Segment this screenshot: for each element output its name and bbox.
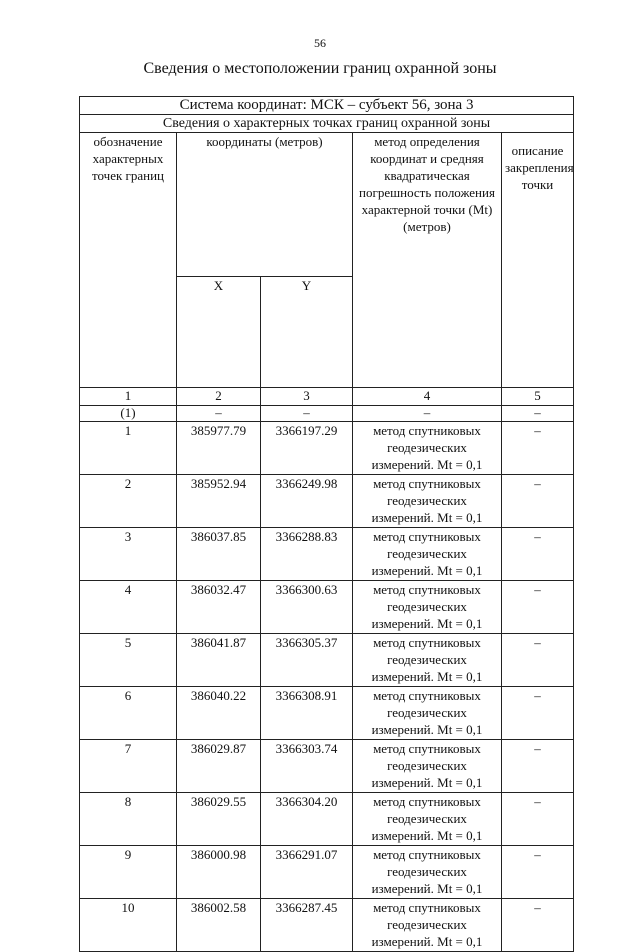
coord-system-header: Система координат: МСК – субъект 56, зона 3	[80, 97, 574, 115]
x-coordinate-cell: 386032.47	[177, 581, 261, 634]
y-coordinate-cell: 3366197.29	[261, 422, 353, 475]
point-id-cell: 9	[80, 846, 177, 899]
description-cell: –	[502, 475, 574, 528]
column-number: 1	[80, 388, 177, 406]
point-id-cell: 3	[80, 528, 177, 581]
boundary-points-table	[79, 96, 574, 952]
y-coordinate-cell: 3366287.45	[261, 899, 353, 952]
column-number: 5	[502, 388, 574, 406]
x-coordinate-cell: 386029.55	[177, 793, 261, 846]
point-id-cell: 2	[80, 475, 177, 528]
method-cell: метод спутниковых геодезических измерений. Mt = 0,1	[353, 422, 502, 475]
table-row	[80, 528, 574, 581]
method-cell: метод спутниковых геодезических измерений. Mt = 0,1	[353, 740, 502, 793]
page-number: 56	[314, 36, 326, 50]
y-coordinate-cell: 3366305.37	[261, 634, 353, 687]
group-cell: –	[177, 406, 261, 422]
point-id-cell: 5	[80, 634, 177, 687]
col-header-y: Y	[261, 277, 353, 388]
table-row	[80, 687, 574, 740]
y-coordinate-cell: 3366304.20	[261, 793, 353, 846]
description-cell: –	[502, 634, 574, 687]
x-coordinate-cell: 386040.22	[177, 687, 261, 740]
description-cell: –	[502, 581, 574, 634]
method-cell: метод спутниковых геодезических измерений. Mt = 0,1	[353, 846, 502, 899]
method-cell: метод спутниковых геодезических измерений. Mt = 0,1	[353, 793, 502, 846]
y-coordinate-cell: 3366303.74	[261, 740, 353, 793]
y-coordinate-cell: 3366308.91	[261, 687, 353, 740]
x-coordinate-cell: 386037.85	[177, 528, 261, 581]
contour-label: (1)	[80, 406, 177, 422]
column-number-row	[80, 388, 574, 406]
x-coordinate-cell: 385952.94	[177, 475, 261, 528]
group-cell: –	[502, 406, 574, 422]
group-cell: –	[261, 406, 353, 422]
description-cell: –	[502, 687, 574, 740]
document-title: Сведения о местоположении границ охранной зоны	[143, 60, 497, 77]
description-cell: –	[502, 528, 574, 581]
table-row	[80, 581, 574, 634]
col-header-description: описание закрепления точки	[502, 133, 574, 388]
table-row	[80, 740, 574, 793]
x-coordinate-cell: 386029.87	[177, 740, 261, 793]
method-cell: метод спутниковых геодезических измерений. Mt = 0,1	[353, 687, 502, 740]
col-header-point: обозначение характерных точек границ	[80, 133, 177, 388]
point-id-cell: 7	[80, 740, 177, 793]
y-coordinate-cell: 3366249.98	[261, 475, 353, 528]
column-number: 4	[353, 388, 502, 406]
x-coordinate-cell: 386002.58	[177, 899, 261, 952]
table-row	[80, 422, 574, 475]
section-title-header: Сведения о характерных точках границ охранной зоны	[80, 115, 574, 133]
method-cell: метод спутниковых геодезических измерений. Mt = 0,1	[353, 581, 502, 634]
table-row	[80, 793, 574, 846]
method-cell: метод спутниковых геодезических измерений. Mt = 0,1	[353, 899, 502, 952]
column-number: 3	[261, 388, 353, 406]
method-cell: метод спутниковых геодезических измерений. Mt = 0,1	[353, 634, 502, 687]
y-coordinate-cell: 3366300.63	[261, 581, 353, 634]
point-id-cell: 1	[80, 422, 177, 475]
table-row	[80, 475, 574, 528]
contour-group-row	[80, 406, 574, 422]
description-cell: –	[502, 422, 574, 475]
column-number: 2	[177, 388, 261, 406]
point-id-cell: 10	[80, 899, 177, 952]
table-row	[80, 846, 574, 899]
table-row	[80, 899, 574, 952]
point-id-cell: 8	[80, 793, 177, 846]
method-cell: метод спутниковых геодезических измерений. Mt = 0,1	[353, 528, 502, 581]
col-header-coords: координаты (метров)	[177, 133, 353, 277]
description-cell: –	[502, 846, 574, 899]
x-coordinate-cell: 386041.87	[177, 634, 261, 687]
method-cell: метод спутниковых геодезических измерений. Mt = 0,1	[353, 475, 502, 528]
x-coordinate-cell: 386000.98	[177, 846, 261, 899]
col-header-method: метод определения координат и средняя квадратическая погрешность положения характерной точки (Mt) (метров)	[353, 133, 502, 388]
y-coordinate-cell: 3366291.07	[261, 846, 353, 899]
description-cell: –	[502, 793, 574, 846]
x-coordinate-cell: 385977.79	[177, 422, 261, 475]
point-id-cell: 6	[80, 687, 177, 740]
description-cell: –	[502, 740, 574, 793]
col-header-x: X	[177, 277, 261, 388]
y-coordinate-cell: 3366288.83	[261, 528, 353, 581]
description-cell: –	[502, 899, 574, 952]
group-cell: –	[353, 406, 502, 422]
point-id-cell: 4	[80, 581, 177, 634]
table-row	[80, 634, 574, 687]
